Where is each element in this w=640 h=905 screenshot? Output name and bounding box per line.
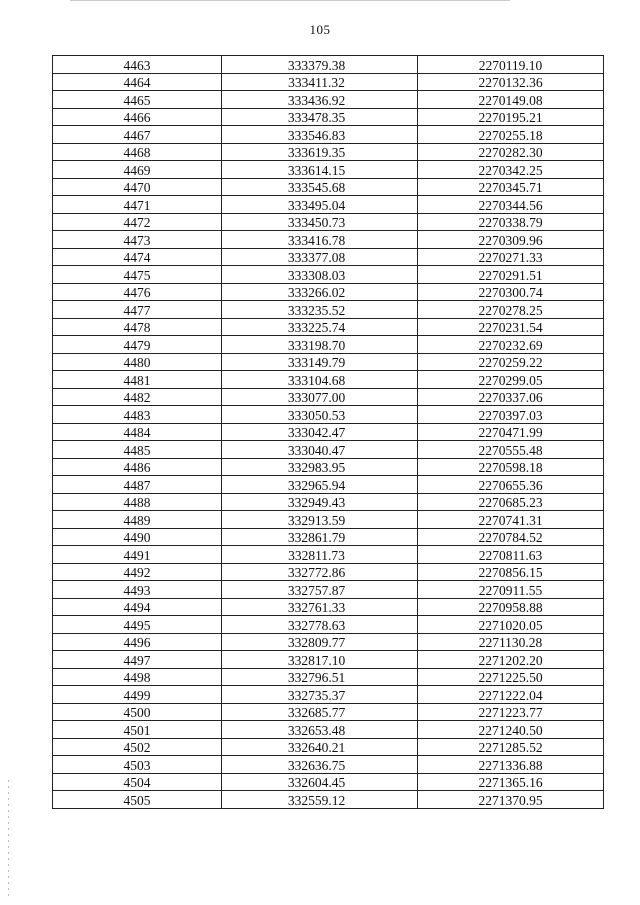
y-coordinate-cell: 2270811.63 bbox=[418, 546, 604, 564]
x-coordinate-cell: 333495.04 bbox=[222, 196, 418, 214]
x-coordinate-cell: 332604.45 bbox=[222, 773, 418, 791]
y-coordinate-cell: 2270231.54 bbox=[418, 318, 604, 336]
table-row bbox=[53, 738, 604, 756]
point-number-cell: 4499 bbox=[53, 686, 222, 704]
y-coordinate-cell: 2271020.05 bbox=[418, 616, 604, 634]
y-coordinate-cell: 2270282.30 bbox=[418, 143, 604, 161]
y-coordinate-cell: 2270337.06 bbox=[418, 388, 604, 406]
table-row bbox=[53, 178, 604, 196]
point-number-cell: 4488 bbox=[53, 493, 222, 511]
table-row bbox=[53, 336, 604, 354]
point-number-cell: 4473 bbox=[53, 231, 222, 249]
point-number-cell: 4466 bbox=[53, 108, 222, 126]
point-number-cell: 4468 bbox=[53, 143, 222, 161]
y-coordinate-cell: 2270555.48 bbox=[418, 441, 604, 459]
point-number-cell: 4474 bbox=[53, 248, 222, 266]
x-coordinate-cell: 333450.73 bbox=[222, 213, 418, 231]
point-number-cell: 4484 bbox=[53, 423, 222, 441]
point-number-cell: 4465 bbox=[53, 91, 222, 109]
point-number-cell: 4467 bbox=[53, 126, 222, 144]
table-row bbox=[53, 388, 604, 406]
table-row bbox=[53, 616, 604, 634]
x-coordinate-cell: 332636.75 bbox=[222, 756, 418, 774]
table-row bbox=[53, 651, 604, 669]
point-number-cell: 4498 bbox=[53, 668, 222, 686]
point-number-cell: 4487 bbox=[53, 476, 222, 494]
table-row bbox=[53, 528, 604, 546]
x-coordinate-cell: 333042.47 bbox=[222, 423, 418, 441]
y-coordinate-cell: 2271222.04 bbox=[418, 686, 604, 704]
table-row bbox=[53, 476, 604, 494]
table-row bbox=[53, 563, 604, 581]
table-row bbox=[53, 248, 604, 266]
x-coordinate-cell: 333149.79 bbox=[222, 353, 418, 371]
coordinates-table bbox=[52, 55, 604, 809]
x-coordinate-cell: 332559.12 bbox=[222, 791, 418, 809]
table-row bbox=[53, 721, 604, 739]
point-number-cell: 4503 bbox=[53, 756, 222, 774]
x-coordinate-cell: 332983.95 bbox=[222, 458, 418, 476]
y-coordinate-cell: 2270784.52 bbox=[418, 528, 604, 546]
y-coordinate-cell: 2270300.74 bbox=[418, 283, 604, 301]
y-coordinate-cell: 2270958.88 bbox=[418, 598, 604, 616]
point-number-cell: 4495 bbox=[53, 616, 222, 634]
y-coordinate-cell: 2270259.22 bbox=[418, 353, 604, 371]
y-coordinate-cell: 2270278.25 bbox=[418, 301, 604, 319]
y-coordinate-cell: 2270471.99 bbox=[418, 423, 604, 441]
point-number-cell: 4483 bbox=[53, 406, 222, 424]
y-coordinate-cell: 2270271.33 bbox=[418, 248, 604, 266]
y-coordinate-cell: 2271240.50 bbox=[418, 721, 604, 739]
y-coordinate-cell: 2270344.56 bbox=[418, 196, 604, 214]
table-row bbox=[53, 703, 604, 721]
y-coordinate-cell: 2271225.50 bbox=[418, 668, 604, 686]
point-number-cell: 4469 bbox=[53, 161, 222, 179]
point-number-cell: 4501 bbox=[53, 721, 222, 739]
x-coordinate-cell: 333416.78 bbox=[222, 231, 418, 249]
x-coordinate-cell: 332949.43 bbox=[222, 493, 418, 511]
y-coordinate-cell: 2270911.55 bbox=[418, 581, 604, 599]
y-coordinate-cell: 2271365.16 bbox=[418, 773, 604, 791]
point-number-cell: 4500 bbox=[53, 703, 222, 721]
table-row bbox=[53, 756, 604, 774]
table-row bbox=[53, 458, 604, 476]
point-number-cell: 4491 bbox=[53, 546, 222, 564]
y-coordinate-cell: 2271202.20 bbox=[418, 651, 604, 669]
x-coordinate-cell: 333235.52 bbox=[222, 301, 418, 319]
table-row bbox=[53, 598, 604, 616]
table-row bbox=[53, 546, 604, 564]
point-number-cell: 4476 bbox=[53, 283, 222, 301]
x-coordinate-cell: 333379.38 bbox=[222, 56, 418, 74]
x-coordinate-cell: 333308.03 bbox=[222, 266, 418, 284]
x-coordinate-cell: 333546.83 bbox=[222, 126, 418, 144]
table-row bbox=[53, 196, 604, 214]
x-coordinate-cell: 332817.10 bbox=[222, 651, 418, 669]
table-row bbox=[53, 406, 604, 424]
table-row bbox=[53, 266, 604, 284]
table-row bbox=[53, 73, 604, 91]
x-coordinate-cell: 332772.86 bbox=[222, 563, 418, 581]
table-row bbox=[53, 108, 604, 126]
x-coordinate-cell: 333225.74 bbox=[222, 318, 418, 336]
y-coordinate-cell: 2270342.25 bbox=[418, 161, 604, 179]
point-number-cell: 4494 bbox=[53, 598, 222, 616]
point-number-cell: 4470 bbox=[53, 178, 222, 196]
point-number-cell: 4477 bbox=[53, 301, 222, 319]
y-coordinate-cell: 2271223.77 bbox=[418, 703, 604, 721]
y-coordinate-cell: 2270856.15 bbox=[418, 563, 604, 581]
coordinates-table-body bbox=[53, 56, 604, 809]
table-row bbox=[53, 301, 604, 319]
point-number-cell: 4492 bbox=[53, 563, 222, 581]
y-coordinate-cell: 2271336.88 bbox=[418, 756, 604, 774]
y-coordinate-cell: 2270741.31 bbox=[418, 511, 604, 529]
y-coordinate-cell: 2271285.52 bbox=[418, 738, 604, 756]
y-coordinate-cell: 2270119.10 bbox=[418, 56, 604, 74]
x-coordinate-cell: 333266.02 bbox=[222, 283, 418, 301]
table-row bbox=[53, 441, 604, 459]
x-coordinate-cell: 333619.35 bbox=[222, 143, 418, 161]
table-row bbox=[53, 773, 604, 791]
scan-margin-mark bbox=[8, 780, 9, 900]
x-coordinate-cell: 333478.35 bbox=[222, 108, 418, 126]
x-coordinate-cell: 332735.37 bbox=[222, 686, 418, 704]
x-coordinate-cell: 332640.21 bbox=[222, 738, 418, 756]
table-row bbox=[53, 371, 604, 389]
x-coordinate-cell: 332757.87 bbox=[222, 581, 418, 599]
point-number-cell: 4475 bbox=[53, 266, 222, 284]
point-number-cell: 4486 bbox=[53, 458, 222, 476]
y-coordinate-cell: 2270132.36 bbox=[418, 73, 604, 91]
table-row bbox=[53, 633, 604, 651]
y-coordinate-cell: 2270232.69 bbox=[418, 336, 604, 354]
table-row bbox=[53, 213, 604, 231]
x-coordinate-cell: 332965.94 bbox=[222, 476, 418, 494]
table-row bbox=[53, 318, 604, 336]
point-number-cell: 4489 bbox=[53, 511, 222, 529]
y-coordinate-cell: 2270309.96 bbox=[418, 231, 604, 249]
x-coordinate-cell: 333050.53 bbox=[222, 406, 418, 424]
table-row bbox=[53, 791, 604, 809]
page-number: 105 bbox=[309, 22, 331, 37]
x-coordinate-cell: 333411.32 bbox=[222, 73, 418, 91]
point-number-cell: 4482 bbox=[53, 388, 222, 406]
y-coordinate-cell: 2270397.03 bbox=[418, 406, 604, 424]
x-coordinate-cell: 332796.51 bbox=[222, 668, 418, 686]
x-coordinate-cell: 333198.70 bbox=[222, 336, 418, 354]
table-row bbox=[53, 511, 604, 529]
table-row bbox=[53, 423, 604, 441]
y-coordinate-cell: 2270299.05 bbox=[418, 371, 604, 389]
y-coordinate-cell: 2270291.51 bbox=[418, 266, 604, 284]
point-number-cell: 4485 bbox=[53, 441, 222, 459]
x-coordinate-cell: 332778.63 bbox=[222, 616, 418, 634]
x-coordinate-cell: 332861.79 bbox=[222, 528, 418, 546]
y-coordinate-cell: 2270655.36 bbox=[418, 476, 604, 494]
y-coordinate-cell: 2270195.21 bbox=[418, 108, 604, 126]
point-number-cell: 4464 bbox=[53, 73, 222, 91]
point-number-cell: 4497 bbox=[53, 651, 222, 669]
y-coordinate-cell: 2270255.18 bbox=[418, 126, 604, 144]
y-coordinate-cell: 2270685.23 bbox=[418, 493, 604, 511]
point-number-cell: 4478 bbox=[53, 318, 222, 336]
point-number-cell: 4502 bbox=[53, 738, 222, 756]
x-coordinate-cell: 333040.47 bbox=[222, 441, 418, 459]
x-coordinate-cell: 333436.92 bbox=[222, 91, 418, 109]
y-coordinate-cell: 2271370.95 bbox=[418, 791, 604, 809]
table-row bbox=[53, 56, 604, 74]
point-number-cell: 4471 bbox=[53, 196, 222, 214]
table-row bbox=[53, 686, 604, 704]
x-coordinate-cell: 332685.77 bbox=[222, 703, 418, 721]
point-number-cell: 4504 bbox=[53, 773, 222, 791]
point-number-cell: 4480 bbox=[53, 353, 222, 371]
table-row bbox=[53, 353, 604, 371]
scan-edge-line bbox=[70, 0, 510, 1]
x-coordinate-cell: 333614.15 bbox=[222, 161, 418, 179]
table-row bbox=[53, 143, 604, 161]
point-number-cell: 4481 bbox=[53, 371, 222, 389]
y-coordinate-cell: 2270338.79 bbox=[418, 213, 604, 231]
table-row bbox=[53, 283, 604, 301]
x-coordinate-cell: 333077.00 bbox=[222, 388, 418, 406]
point-number-cell: 4496 bbox=[53, 633, 222, 651]
point-number-cell: 4490 bbox=[53, 528, 222, 546]
table-row bbox=[53, 493, 604, 511]
x-coordinate-cell: 332809.77 bbox=[222, 633, 418, 651]
y-coordinate-cell: 2270149.08 bbox=[418, 91, 604, 109]
x-coordinate-cell: 332653.48 bbox=[222, 721, 418, 739]
x-coordinate-cell: 333104.68 bbox=[222, 371, 418, 389]
y-coordinate-cell: 2270598.18 bbox=[418, 458, 604, 476]
table-row bbox=[53, 126, 604, 144]
point-number-cell: 4505 bbox=[53, 791, 222, 809]
x-coordinate-cell: 332761.33 bbox=[222, 598, 418, 616]
y-coordinate-cell: 2270345.71 bbox=[418, 178, 604, 196]
x-coordinate-cell: 333545.68 bbox=[222, 178, 418, 196]
table-row bbox=[53, 91, 604, 109]
table-row bbox=[53, 161, 604, 179]
point-number-cell: 4472 bbox=[53, 213, 222, 231]
x-coordinate-cell: 332811.73 bbox=[222, 546, 418, 564]
table-row bbox=[53, 231, 604, 249]
x-coordinate-cell: 332913.59 bbox=[222, 511, 418, 529]
table-row bbox=[53, 668, 604, 686]
y-coordinate-cell: 2271130.28 bbox=[418, 633, 604, 651]
x-coordinate-cell: 333377.08 bbox=[222, 248, 418, 266]
table-row bbox=[53, 581, 604, 599]
point-number-cell: 4479 bbox=[53, 336, 222, 354]
point-number-cell: 4493 bbox=[53, 581, 222, 599]
point-number-cell: 4463 bbox=[53, 56, 222, 74]
